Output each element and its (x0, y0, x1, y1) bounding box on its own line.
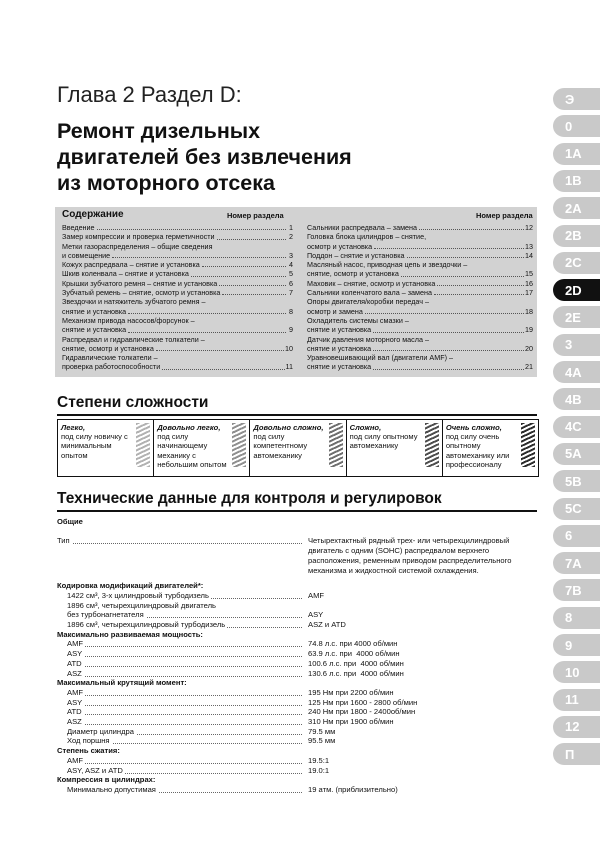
contents-title: Содержание (62, 209, 124, 220)
contents-item-number: 7 (289, 288, 293, 298)
contents-item[interactable] (62, 297, 293, 306)
contents-item[interactable] (62, 223, 293, 232)
contents-item-text: Сальники распредвала – замена (307, 223, 417, 232)
section-number-label: Номер раздела (227, 211, 284, 220)
dot-leader (128, 332, 286, 333)
contents-item-text: снятие, осмотр и установка (307, 269, 399, 279)
spec-value: 310 Нм при 1900 об/мин (308, 717, 394, 726)
difficulty-description: под силу новичку с минимальным опытом (61, 432, 128, 460)
dot-leader (191, 276, 286, 277)
contents-item-number: 5 (289, 269, 293, 279)
contents-item-number: 15 (525, 269, 533, 279)
dot-leader (112, 257, 286, 258)
chapter-tab[interactable]: 2C (553, 252, 600, 274)
chapter-tab[interactable]: 2E (553, 306, 600, 328)
contents-item[interactable] (307, 325, 533, 334)
contents-item-text: осмотр и замена (307, 306, 363, 316)
contents-item[interactable] (307, 223, 533, 232)
dot-leader (373, 369, 524, 370)
spec-group-label: Максимально развиваемая мощность: (57, 629, 203, 639)
contents-item-number: 12 (525, 223, 533, 232)
title-line: Ремонт дизельных (57, 119, 261, 143)
chapter-tab[interactable]: 5A (553, 443, 600, 465)
spec-value: 19 атм. (приблизительно) (308, 784, 398, 794)
dot-leader (71, 543, 302, 544)
contents-item-number: 17 (525, 288, 533, 298)
contents-item-text: Крышки зубчатого ремня – снятие и установка (62, 278, 218, 288)
spec-label: ASY (67, 697, 83, 707)
title-line: двигателей без извлечения (57, 145, 352, 169)
contents-item[interactable] (307, 288, 533, 297)
difficulty-text (446, 423, 519, 473)
contents-item-number: 18 (525, 306, 533, 316)
contents-item-text: Масляный насос, приводная цепь и звездочки – (307, 260, 468, 270)
contents-box (55, 207, 537, 377)
dot-leader (71, 724, 302, 725)
contents-item-number: 4 (289, 260, 293, 270)
spec-value: AMF (308, 590, 325, 600)
dot-leader (374, 248, 524, 249)
contents-item-number: 3 (289, 250, 293, 260)
divider (57, 510, 537, 512)
spec-value: 195 Нм при 2200 об/мин (308, 687, 394, 697)
contents-item-number: 13 (525, 241, 533, 251)
chapter-tab[interactable]: 12 (553, 716, 600, 738)
spec-label: Диаметр цилиндра (67, 726, 134, 736)
chapter-tab[interactable]: 1A (553, 143, 600, 165)
dot-leader (202, 266, 286, 267)
dot-leader (97, 229, 286, 230)
contents-item-text: Введение (62, 223, 95, 232)
dot-leader (437, 285, 524, 286)
contents-item[interactable] (307, 297, 533, 306)
contents-item-number: 19 (525, 325, 533, 335)
dot-leader (71, 646, 302, 647)
contents-item[interactable] (62, 362, 293, 371)
contents-item-text: Замер компрессии и проверка герметичности (62, 232, 215, 242)
contents-item-text: снятие и установка (62, 306, 127, 316)
contents-item-text: Гидравлические толкатели – (62, 353, 158, 363)
contents-item-text: Звездочки и натяжитель зубчатого ремня – (62, 297, 206, 307)
spec-group-label: Общие (57, 517, 83, 526)
spec-value: 74.8 л.с. при 4000 об/мин (308, 639, 398, 649)
spec-label: ASY, ASZ и ATD (67, 765, 123, 775)
spec-value: 125 Нм при 1600 - 2800 об/мин (308, 697, 418, 707)
chapter-tab[interactable]: 2A (553, 197, 600, 219)
spec-value: 100.6 л.с. при 4000 об/мин (308, 658, 404, 668)
dot-leader (419, 229, 524, 230)
chapter-tab[interactable]: 0 (553, 115, 600, 137)
spec-label: 1422 см³, 3-х цилиндровый турбодизель (67, 590, 209, 600)
dot-leader (71, 714, 302, 715)
difficulty-description: под силу опытному автомеханику (349, 432, 418, 451)
dot-leader (434, 294, 524, 295)
chapter-tab[interactable]: 6 (553, 525, 600, 547)
contents-item[interactable] (62, 344, 293, 353)
contents-item-text: осмотр и установка (307, 241, 373, 251)
contents-item-text: Маховик – снятие, осмотр и установка (307, 278, 436, 288)
contents-item[interactable] (62, 316, 293, 325)
contents-item[interactable] (307, 362, 533, 371)
chapter-heading: Глава 2 Раздел D: (57, 82, 242, 107)
difficulty-level-name: Довольно сложно, (253, 423, 324, 432)
dot-leader (156, 350, 284, 351)
contents-item[interactable] (62, 269, 293, 278)
contents-item-text: снятие, осмотр и установка (62, 343, 154, 353)
dot-leader (71, 666, 302, 667)
spec-label: 1896 см³, четырехцилиндровый турбодизель (67, 620, 226, 629)
contents-item-number: 14 (525, 250, 533, 260)
difficulty-level-name: Очень сложно, (445, 423, 502, 432)
spec-value: Четырехтактный рядный трех- или четырехцилиндровый (308, 536, 510, 546)
difficulty-level-name: Сложно, (349, 423, 382, 432)
spec-value: ASZ и ATD (308, 620, 346, 629)
spanner-icon (329, 423, 343, 467)
spec-value: 19.5:1 (308, 755, 330, 765)
spec-value: 19.0:1 (308, 765, 330, 775)
dot-leader (71, 676, 302, 677)
chapter-tab[interactable]: 7B (553, 579, 600, 601)
difficulty-description: под силу компетентному автомеханику (253, 432, 308, 460)
contents-item-number: 1 (289, 223, 293, 232)
chapter-tab[interactable]: 11 (553, 689, 600, 711)
chapter-tab[interactable]: 5B (553, 470, 600, 492)
contents-item[interactable] (62, 232, 293, 241)
spec-label: ASY (67, 649, 83, 659)
spec-value: двигатель с одним (SOHC) распредвалом верхнего (308, 546, 490, 556)
contents-item[interactable] (62, 242, 293, 251)
spec-value: 95.5 мм (308, 736, 336, 746)
spec-label: AMF (67, 639, 84, 649)
difficulty-text (350, 423, 423, 473)
contents-item-number: 2 (289, 232, 293, 242)
contents-item[interactable] (307, 242, 533, 251)
spec-value: механизма и жидкостной системой охлаждения. (308, 565, 479, 575)
spanner-icon (136, 423, 150, 467)
spanner-icon (521, 423, 535, 467)
contents-item-text: снятие и установка (62, 325, 127, 335)
contents-item[interactable] (62, 307, 293, 316)
difficulty-description: под силу очень опытному автомеханику или профессионалу (445, 432, 510, 469)
contents-item[interactable] (307, 251, 533, 260)
contents-item[interactable] (307, 279, 533, 288)
spec-label: AMF (67, 755, 84, 765)
chapter-tab[interactable]: 5C (553, 498, 600, 520)
contents-right-column (307, 223, 533, 372)
contents-item[interactable] (62, 335, 293, 344)
contents-item-number: 9 (289, 325, 293, 335)
contents-item[interactable] (307, 260, 533, 269)
dot-leader (222, 294, 286, 295)
difficulty-description: под силу начинающему механику с небольшим опытом (157, 432, 227, 469)
contents-item-text: проверка работоспособности (62, 362, 161, 372)
difficulty-level (250, 420, 346, 476)
dot-leader (71, 695, 302, 696)
spanner-icon (232, 423, 246, 467)
chapter-tab[interactable]: 4C (553, 416, 600, 438)
dot-leader (365, 313, 524, 314)
spec-group-label: Кодировка модификаций двигателей*: (57, 581, 204, 591)
chapter-tab[interactable]: 4B (553, 388, 600, 410)
spanner-icon (425, 423, 439, 467)
spec-label: Ход поршня (67, 736, 110, 746)
dot-leader (219, 285, 286, 286)
chapter-tab[interactable]: 7A (553, 552, 600, 574)
contents-item[interactable] (62, 325, 293, 334)
spec-label: 1896 см³, четырехцилиндровый двигатель (67, 600, 217, 610)
contents-item[interactable] (62, 288, 293, 297)
contents-item[interactable] (62, 279, 293, 288)
contents-item[interactable] (62, 251, 293, 260)
divider (57, 414, 537, 416)
spec-value: 130.6 л.с. при 4000 об/мин (308, 668, 404, 678)
spec-label: ATD (67, 707, 82, 717)
contents-item-number: 8 (289, 306, 293, 316)
contents-item[interactable] (62, 260, 293, 269)
spec-value: 79.5 мм (308, 726, 336, 736)
contents-left-column (62, 223, 293, 372)
spec-value: расположения, ременным приводом распределительного (308, 555, 512, 565)
contents-item-number: 11 (285, 362, 293, 372)
difficulty-level-name: Довольно легко, (157, 423, 221, 432)
dot-leader (373, 350, 524, 351)
contents-item-text: Головка блока цилиндров – снятие, (307, 232, 427, 242)
dot-leader (217, 239, 286, 240)
spec-label: AMF (67, 687, 84, 697)
dot-leader (401, 276, 524, 277)
difficulty-level (347, 420, 443, 476)
contents-item-text: снятие и установка (307, 362, 372, 372)
contents-item-number: 10 (285, 343, 293, 353)
page-title (57, 118, 352, 196)
chapter-tab[interactable]: Э (553, 88, 600, 110)
difficulty-scale (57, 419, 539, 477)
chapter-tab[interactable]: 9 (553, 634, 600, 656)
difficulty-level-name: Легко, (61, 423, 86, 432)
dot-leader (71, 656, 302, 657)
spec-value: 240 Нм при 1800 - 2400об/мин (308, 707, 416, 717)
dot-leader (71, 763, 302, 764)
spec-group-label: Степень сжатия: (57, 746, 120, 756)
contents-item[interactable] (307, 316, 533, 325)
spec-value: 63.9 л.с. при 4000 об/мин (308, 649, 400, 659)
contents-item[interactable] (307, 232, 533, 241)
spec-label: ASZ (67, 717, 82, 726)
difficulty-text (157, 423, 230, 473)
contents-item-text: Шкив коленвала – снятие и установка (62, 269, 189, 279)
contents-item-number: 6 (289, 278, 293, 288)
contents-item[interactable] (307, 344, 533, 353)
spec-label: Минимально допустимая (67, 784, 156, 794)
contents-item-text: Опоры двигателя/коробки передач – (307, 297, 430, 307)
difficulty-text (253, 423, 326, 473)
contents-item-text: Уравновешивающий вал (двигатели AMF) – (307, 353, 453, 363)
contents-item-number: 21 (525, 362, 533, 372)
contents-item-text: Распредвал и гидравлические толкатели – (62, 334, 205, 344)
chapter-tab[interactable]: 2B (553, 225, 600, 247)
dot-leader (128, 313, 286, 314)
chapter-tab[interactable]: П (553, 743, 600, 765)
chapter-tab[interactable]: 3 (553, 334, 600, 356)
contents-item-text: и совмещение (62, 250, 111, 260)
dot-leader (71, 705, 302, 706)
contents-item-text: Поддон – снятие и установка (307, 250, 405, 260)
spec-label: ASZ (67, 668, 82, 678)
contents-item-text: Сальники коленчатого вала – замена (307, 288, 432, 298)
chapter-tab[interactable]: 2D (553, 279, 600, 301)
contents-item[interactable] (307, 307, 533, 316)
contents-item-text: Датчик давления моторного масла – (307, 334, 429, 344)
chapter-tab[interactable]: 1B (553, 170, 600, 192)
contents-item-text: Кожух распредвала – снятие и установка (62, 260, 200, 270)
difficulty-heading: Степени сложности (57, 394, 209, 411)
section-number-label: Номер раздела (476, 211, 533, 220)
difficulty-level (443, 420, 538, 476)
chapter-tab[interactable]: 8 (553, 607, 600, 629)
title-line: из моторного отсека (57, 171, 275, 195)
spec-value: ASY (308, 610, 324, 620)
contents-item-number: 20 (525, 343, 533, 353)
spec-label: без турбонагнетателя (67, 610, 144, 620)
contents-item-text: снятие и установка (307, 343, 372, 353)
dot-leader (162, 369, 284, 370)
contents-item-text: снятие и установка (307, 325, 372, 335)
chapter-tab[interactable]: 4A (553, 361, 600, 383)
contents-item-number: 16 (525, 278, 533, 288)
spec-label: ATD (67, 658, 82, 668)
chapter-tab[interactable]: 10 (553, 661, 600, 683)
difficulty-level (154, 420, 250, 476)
contents-item[interactable] (307, 335, 533, 344)
contents-item-text: Охладитель системы смазки – (307, 315, 409, 325)
dot-leader (407, 257, 524, 258)
contents-item-text: Метки газораспределения – общие сведения (62, 241, 213, 251)
spec-group-label: Максимальный крутящий момент: (57, 678, 187, 688)
difficulty-level (58, 420, 154, 476)
contents-item-text: Зубчатый ремень – снятие, осмотр и установка (62, 288, 221, 298)
spec-group-label: Компрессия в цилиндрах: (57, 775, 156, 785)
specs-heading: Технические данные для контроля и регулировок (57, 490, 442, 507)
contents-item-text: Механизм привода насосов/форсунок – (62, 315, 195, 325)
contents-item[interactable] (62, 353, 293, 362)
difficulty-text (61, 423, 134, 473)
spec-label: Тип (57, 536, 70, 546)
dot-leader (373, 332, 524, 333)
contents-item[interactable] (307, 353, 533, 362)
contents-item[interactable] (307, 269, 533, 278)
